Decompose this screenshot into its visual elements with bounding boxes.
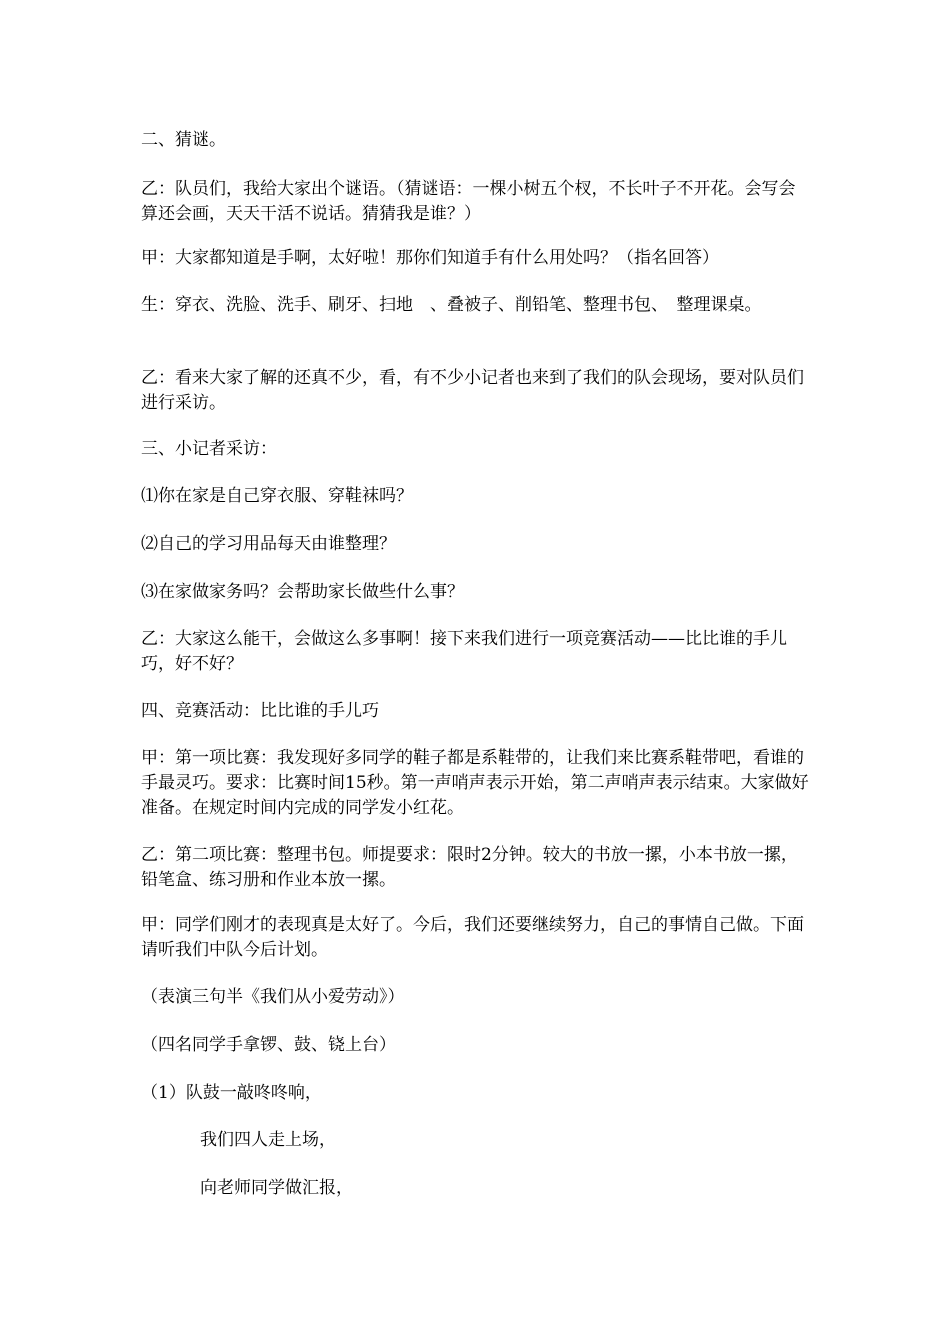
stage-direction-instruments: （四名同学手拿锣、鼓、铙上台） [141, 1035, 396, 1055]
paragraph-contest-1: 甲：第一项比赛：我发现好多同学的鞋子都是系鞋带的，让我们来比赛系鞋带吧，看谁的手最灵巧。要求：比赛时间15秒。第一声哨声表示开始，第二声哨声表示结束。大家做好准备。在规定时间内完成的同学发小红花。 [141, 748, 809, 818]
paragraph-contest-2: 乙：第二项比赛：整理书包。师提要求：限时2分钟。较大的书放一摞，小本书放一摞，铅笔盒、练习册和作业本放一摞。 [141, 845, 798, 890]
interview-question-1: ⑴你在家是自己穿衣服、穿鞋袜吗？ [141, 486, 413, 506]
verse-line-1: （1）队鼓一敲咚咚响， [141, 1083, 322, 1103]
paragraph-hand-usage: 甲：大家都知道是手啊，太好啦！那你们知道手有什么用处吗？（指名回答） [141, 248, 719, 268]
section-heading-interview: 三、小记者采访： [141, 439, 277, 459]
verse-line-2: 我们四人走上场， [200, 1130, 336, 1150]
paragraph-reporter-intro: 乙：看来大家了解的还真不少，看，有不少小记者也来到了我们的队会现场，要对队员们进行采访。 [141, 368, 804, 413]
verse-line-3: 向老师同学做汇报， [200, 1178, 353, 1198]
interview-question-3: ⑶在家做家务吗？会帮助家长做些什么事？ [141, 582, 464, 602]
paragraph-riddle-question: 乙：队员们，我给大家出个谜语。（猜谜语：一棵小树五个杈，不长叶子不开花。会写会算还会画，天天干活不说话。猜猜我是谁？） [141, 179, 796, 224]
paragraph-student-answers: 生：穿衣、洗脸、洗手、刷牙、扫地 、叠被子、削铅笔、整理书包、 整理课桌。 [141, 295, 762, 315]
paragraph-contest-intro: 乙：大家这么能干，会做这么多事啊！接下来我们进行一项竞赛活动——比比谁的手儿巧，好不好？ [141, 629, 787, 674]
section-heading-riddle: 二、猜谜。 [141, 130, 226, 150]
paragraph-future-plan: 甲：同学们刚才的表现真是太好了。今后，我们还要继续努力，自己的事情自己做。下面请听我们中队今后计划。 [141, 915, 804, 960]
stage-direction-performance: （表演三句半《我们从小爱劳动》） [141, 987, 405, 1007]
interview-question-2: ⑵自己的学习用品每天由谁整理？ [141, 534, 396, 554]
section-heading-contest: 四、竞赛活动：比比谁的手儿巧 [141, 701, 379, 721]
